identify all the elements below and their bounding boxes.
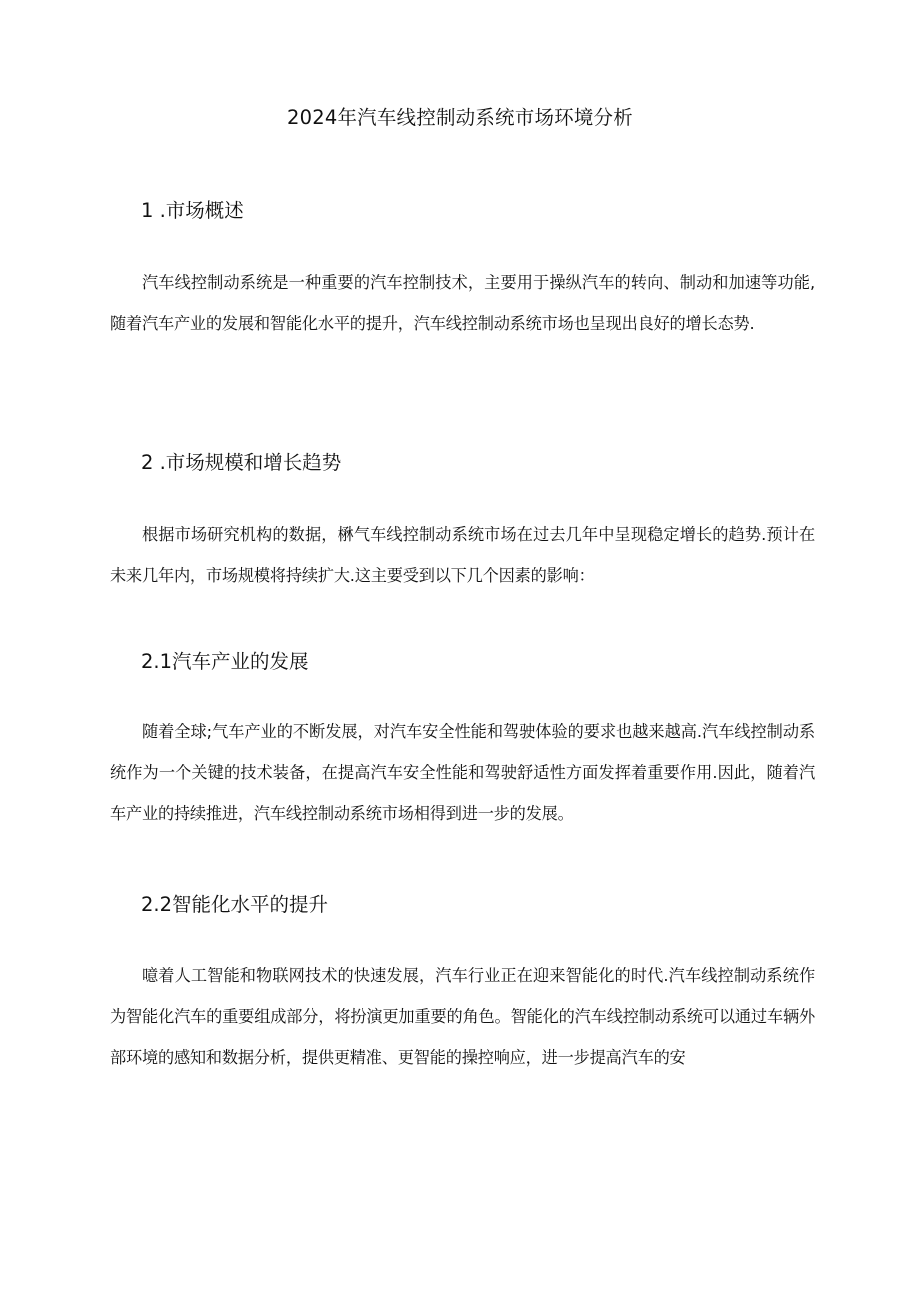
section-heading-market-size: 2 .市场规模和增长趋势 — [141, 451, 342, 474]
section-heading-auto-industry: 2.1汽车产业的发展 — [141, 650, 309, 673]
section-paragraph-market-overview: 汽车线控制动系统是一种重要的汽车控制技术，主要用于操纵汽车的转向、制动和加速等功能,随着汽车产业的发展和智能化水平的提升，汽车线控制动系统市场也呈现出良好的增长态势. — [110, 273, 815, 333]
section-paragraph-intelligence: 噫着人工智能和物联网技术的快速发展，汽车行业正在迎来智能化的时代.汽车线控制动系统作为智能化汽车的重要组成部分，将扮演更加重要的角色。智能化的汽车线控制动系统可以通过车辆外部环境的感知和数据分析，提供更精准、更智能的操控响应，进一步提高汽车的安 — [110, 966, 815, 1067]
section-heading-intelligence: 2.2智能化水平的提升 — [141, 893, 329, 916]
section-heading-market-overview: 1 .市场概述 — [141, 199, 244, 222]
section-paragraph-market-size: 根据市场研究机构的数据，楙气车线控制动系统市场在过去几年中呈现稳定增长的趋势.预计在未来几年内，市场规模将持续扩大.这主要受到以下几个因素的影响： — [110, 525, 815, 585]
document-title: 2024年汽车线控制动系统市场环境分析 — [287, 106, 633, 129]
section-paragraph-auto-industry: 随着全球;气车产业的不断发展，对汽车安全性能和驾驶体验的要求也越来越高.汽车线控制动系统作为一个关键的技术装备，在提高汽车安全性能和驾驶舒适性方面发挥着重要作用.因此，随着汽车产业的持续推进，汽车线控制动系统市场相得到进一步的发展。 — [110, 722, 815, 823]
